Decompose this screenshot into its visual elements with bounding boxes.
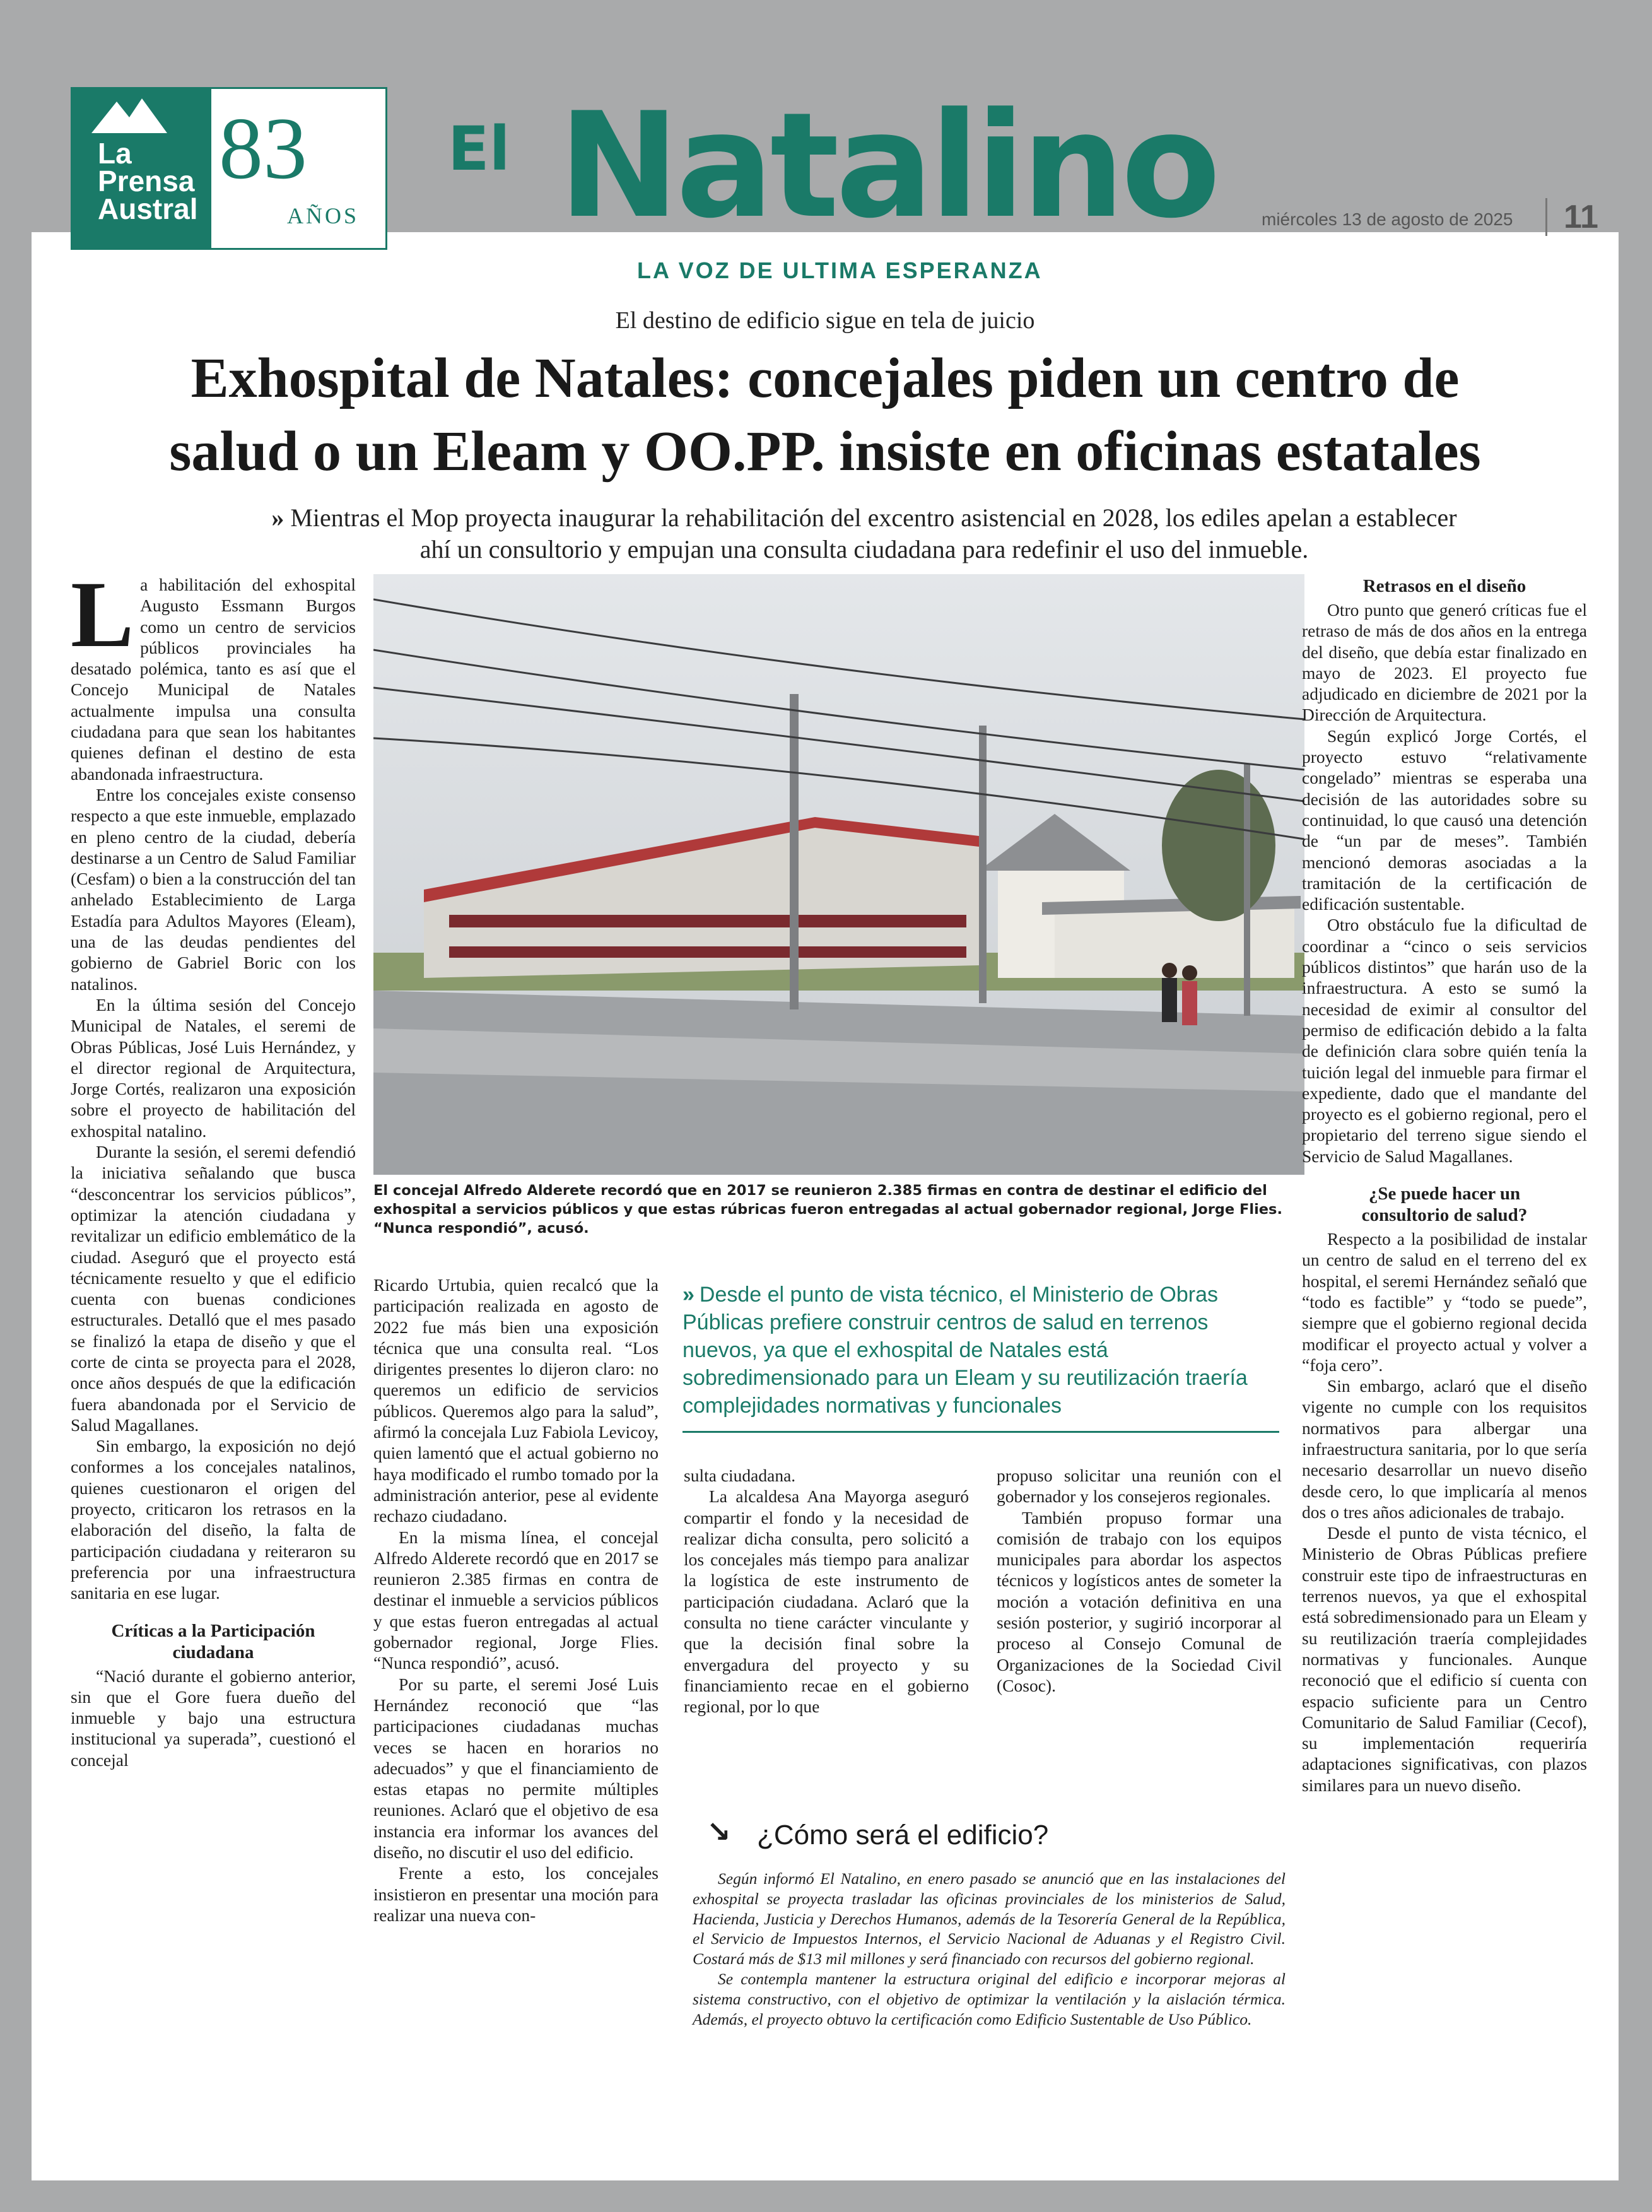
paragraph: Frente a esto, los concejales insistieron en presentar una moción para realizar una nueva con-: [373, 1863, 659, 1925]
paragraph: En la misma línea, el concejal Alfredo Alderete recordó que en 2017 se reunieron 2.385 firmas en contra de destinar el inmueble a servicios públicos y que estas fueron entregadas al actual gobernador regional, Jorge Flies. “Nunca respondió”, acusó.: [373, 1527, 659, 1673]
paragraph: También propuso formar una comisión de trabajo con los equipos municipales para abordar los aspectos técnicos y logísticos antes de someter la moción a votación definitiva en una sesión posterior, y sugirió incorporar al proceso al Consejo Comunal de Organizaciones de la Sociedad Civil (Cosoc).: [997, 1507, 1282, 1695]
paragraph: Durante la sesión, el seremi defendió la iniciativa señalando que busca “desconcentrar los servicios públicos”, optimizar la atención ciudadana y revitalizar un edificio emblemático de la ciudad. Aseguró que el proyecto está técnicamente resuelto y que el edificio cuenta con buenas condiciones estructurales. Detalló que el mes pasado se finalizó la etapa de diseño y que el corte de cinta se proyecta para el 2028, once años después de que la edificación fuera abandonada por el Servicio de Salud Magallanes.: [71, 1142, 356, 1435]
drop-cap: L: [71, 562, 134, 667]
dek-text: Mientras el Mop proyecta inaugurar la rehabilitación del excentro asistencial en 2028, los ediles apelan a establecer ahí un consultorio y empujan una consulta ciudadana para redefinir el uso del inmueble.: [290, 503, 1457, 563]
paragraph: sulta ciudadana.: [684, 1466, 796, 1485]
pull-quote: [682, 1281, 1279, 1433]
building-photo-illustration: [373, 574, 1304, 1175]
paragraph: Por su parte, el seremi José Luis Hernández reconoció que “las participaciones ciudadanas muchas veces se hacen en horarios no adecuados” y que el financiamiento de estas etapas no permite múltiples reuniones. Aclaró que el objetivo de esa instancia era informar los avances del diseño, no discutir el uso del edificio.: [373, 1674, 659, 1862]
logo-green-block: [73, 89, 211, 248]
article-column-2: [373, 1274, 659, 1926]
paragraph: Respecto a la posibilidad de instalar un centro de salud en el terreno del ex hospital, el seremi Hernández señaló que “todo es factible” y “todo se puede”, siempre que el gobierno regional decida modificar el proyecto actual y volver a “foja cero”.: [1302, 1229, 1587, 1375]
headline-line2: salud o un Eleam y OO.PP. insiste en oficinas estatales: [169, 420, 1481, 483]
headline-line1: Exhospital de Natales: concejales piden un centro de: [190, 347, 1460, 409]
logo-line2: Prensa: [98, 165, 195, 197]
section-subhead: Retrasos en el diseño: [1362, 576, 1526, 596]
newspaper-page: [32, 25, 1619, 2180]
article-column-5: [1302, 575, 1587, 1796]
article-column-3: [684, 1465, 969, 1717]
logo-years-word: AÑOS: [287, 203, 360, 228]
masthead-tagline: LA VOZ DE ULTIMA ESPERANZA: [637, 257, 1043, 283]
issue-date: miércoles 13 de agosto de 2025: [1262, 209, 1513, 229]
article-column-4: [997, 1465, 1282, 1696]
masthead-el: El: [448, 114, 510, 184]
la-prensa-austral-logo: [71, 87, 387, 250]
paragraph: Sin embargo, la exposición no dejó conformes a los concejales natalinos, quienes cuestionaron el origen del proyecto, criticaron los retrasos en la elaboración del diseño, la falta de participación ciudadana y reiteraron su preferencia por una infraestructura sanitaria en ese lugar.: [71, 1436, 356, 1603]
logo-years-number: 83: [219, 100, 307, 197]
paragraph: Sin embargo, aclaró que el diseño vigente no cumple con los requisitos normativos para albergar una infraestructura sanitaria, por lo que sería necesario desarrollar un nuevo diseño desde cero, lo que implicaría al menos dos o tres años adicionales de trabajo.: [1302, 1376, 1587, 1522]
box-body: [693, 1869, 1286, 2029]
pull-quote-text: Desde el punto de vista técnico, el Ministerio de Obras Públicas prefiere construir centros de salud en terrenos nuevos, ya que el exhospital de Natales está sobredimensionado para un Eleam y su reutilización traería complejidades normativas y funcionales: [682, 1283, 1248, 1418]
photo-caption: El concejal Alfredo Alderete recordó que en 2017 se reunieron 2.385 firmas en contra de destinar el edificio del exhospital a servicios públicos y que estas rúbricas fueron entregadas al actual gobernador regional, Jorge Flies. “Nunca respondió”, acusó.: [373, 1182, 1282, 1237]
logo-line3: Austral: [98, 192, 198, 225]
paragraph: En la última sesión del Concejo Municipal de Natales, el seremi de Obras Públicas, José Luis Hernández, y el director regional de Arquitectura, Jorge Cortés, realizaron una exposición sobre el proyecto de habilitación del exhospital natalino.: [71, 994, 356, 1141]
paragraph: Desde el punto de vista técnico, el Ministerio de Obras Públicas prefiere construir este tipo de infraestructuras en terrenos nuevos, ya que el exhospital está sobredimensionado para un Eleam y su reutilización traería complejidades normativas y funcionales. Aunque reconoció que el edificio sí cuenta con espacio suficiente para un Centro Comunitario de Salud Familiar (Cecof), su implementación requeriría adaptaciones significativas, con plazos similares para un nuevo diseño.: [1302, 1523, 1587, 1795]
paragraph: Según informó El Natalino, en enero pasado se anunció que en las instalaciones del exhospital se proyecta trasladar las oficinas provinciales de los ministerios de Salud, Hacienda, Justicia y Derechos Humanos, además de la Tesorería General de la República, el Servicio de Impuestos Internos, el Servicio Nacional de Aduanas y el Registro Civil. Costará más de $13 mil millones y será financiado con recursos del gobierno regional.: [693, 1869, 1286, 1968]
article-column-1: [71, 562, 356, 1770]
box-arrow-icon: ↘: [706, 1815, 731, 1849]
section-subhead: Críticas a la Participación ciudadana: [111, 1620, 315, 1662]
paragraph: Otro punto que generó críticas fue el retraso de más de dos años en la entrega del diseño, que debía estar finalizado en mayo de 2023. El proyecto fue adjudicado en diciembre de 2021 por la Dirección de Arquitectura.: [1302, 600, 1587, 725]
pullquote-arrow-icon: »: [682, 1283, 694, 1307]
paragraph: “Nació durante el gobierno anterior, sin que el Gore fuera dueño del inmueble y bajo una estructura institucional ya superada”, cuestionó el concejal: [71, 1666, 356, 1770]
paragraph: Otro obstáculo fue la dificultad de coordinar a “cinco o seis servicios públicos distintos” que harán uso de la infraestructura. A esto se sumó la necesidad de eximir al consultor del permiso de edificación debido a la falta de definición clara sobre quién tenía la tuición legal del inmueble para firmar el expediente, dado que el mandante del proyecto es el gobierno regional, pero el propietario del terreno sigue siendo el Servicio de Salud Magallanes.: [1302, 915, 1587, 1166]
paragraph: Ricardo Urtubia, quien recalcó que la participación realizada en agosto de 2022 fue más bien una exposición técnica que una consulta real. “Los dirigentes presentes lo dijeron claro: no queremos un edificio de servicios públicos. Queremos algo para la salud”, afirmó la concejala Luz Fabiola Levicoy, quien lamentó que el actual gobierno no haya modificado el rumbo tomado por la administración anterior, pese al evidente rechazo ciudadano.: [373, 1275, 659, 1526]
page-number: 11: [1545, 198, 1598, 236]
mountain-icon: [73, 89, 211, 139]
masthead-title: Natalino: [558, 82, 1217, 250]
paragraph: Según explicó Jorge Cortés, el proyecto estuvo “relativamente congelado” mientras se esperaba una decisión de las autoridades sobre su continuidad, lo que causó una detención de “un par de meses”. También mencionó demoras asociadas a la tramitación de la certificación de edificación sustentable.: [1302, 726, 1587, 914]
article-headline: [82, 342, 1568, 488]
box-title: ¿Cómo será el edificio?: [757, 1820, 1049, 1850]
article-kicker: El destino de edificio sigue en tela de juicio: [615, 307, 1035, 334]
logo-line1: La: [98, 137, 132, 170]
paragraph: propuso solicitar una reunión con el gobernador y los consejeros regionales.: [997, 1466, 1282, 1507]
section-subhead: ¿Se puede hacer un consultorio de salud?: [1361, 1184, 1528, 1226]
paragraph: a habilitación del exhospital Augusto Essmann Burgos como un centro de servicios públicos provinciales ha desatado polémica, tanto es así que el Concejo Municipal de Natales actualmente impulsa una consulta ciudadana para que sean los habitantes quienes definan el destino de esta abandonada infraestructura.: [71, 575, 356, 784]
dek-arrow-icon: »: [271, 503, 284, 532]
paragraph: Entre los concejales existe consenso respecto a que este inmueble, emplazado en pleno centro de la ciudad, debería destinarse a un Centro de Salud Familiar (Cesfam) o bien a la construcción del tan anhelado Establecimiento de Larga Estadía para Adultos Mayores (Eleam), una de las deudas pendientes del gobierno de Gabriel Boric con los natalinos.: [71, 784, 356, 994]
paragraph: Se contempla mantener la estructura original del edificio e incorporar mejoras al sistema constructivo, con el objetivo de optimizar la ventilación y la aislación térmica. Además, el proyecto obtuvo la certificación como Edificio Sustentable de Uso Público.: [693, 1969, 1286, 2028]
article-dek: [271, 502, 1457, 565]
logo-text: [98, 139, 199, 223]
hospital-building-photo: [373, 574, 1304, 1175]
paragraph: La alcaldesa Ana Mayorga aseguró compartir el fondo y la necesidad de realizar dicha consulta, pero solicitó a los concejales más tiempo para analizar la logística de este instrumento de participación ciudadana. Aclaró que la consulta no tiene carácter vinculante y que la decisión final sobre la envergadura del proyecto y su financiamiento recae en el gobierno regional, por lo que: [684, 1486, 969, 1717]
